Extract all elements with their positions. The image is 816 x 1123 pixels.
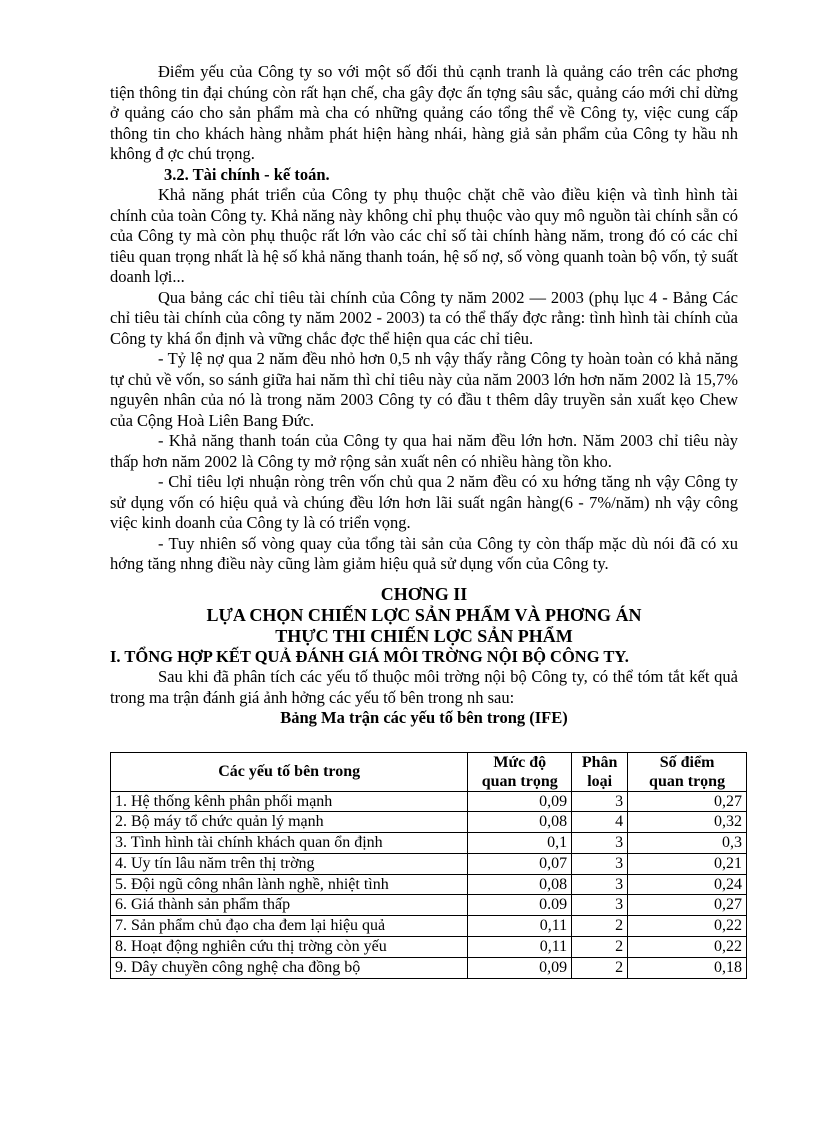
cell-class: 3	[572, 895, 628, 916]
cell-score: 0,18	[628, 957, 747, 978]
cell-importance: 0,1	[468, 833, 572, 854]
table-header-row	[111, 752, 747, 791]
cell-importance: 0,09	[468, 957, 572, 978]
cell-score: 0,24	[628, 874, 747, 895]
table-row	[111, 937, 747, 958]
header-class: Phân loại	[572, 752, 628, 791]
chapter-title-line-1: LỰA CHỌN CHIẾN LỢC SẢN PHẨM VÀ PHƠNG ÁN	[206, 604, 642, 625]
cell-factor: 8. Hoạt động nghiên cứu thị trờng còn yếu	[111, 937, 468, 958]
header-importance: Mức độ quan trọng	[468, 752, 572, 791]
cell-importance: 0,07	[468, 853, 572, 874]
bullet-asset-turnover: - Tuy nhiên số vòng quay của tổng tài sản của Công ty còn thấp mặc dù nói đã có xu hớng tăng nhng điều này cũng làm giảm hiệu quả sử dụng vốn của Công ty.	[110, 533, 738, 573]
header-factor: Các yếu tố bên trong	[111, 752, 468, 791]
table-row	[111, 791, 747, 812]
table-row	[111, 853, 747, 874]
document-page	[110, 62, 742, 979]
table-row	[111, 957, 747, 978]
cell-factor: 4. Uy tín lâu năm trên thị trờng	[111, 853, 468, 874]
ife-matrix-table	[110, 752, 747, 979]
table-row	[111, 895, 747, 916]
cell-score: 0,32	[628, 812, 747, 833]
cell-factor: 5. Đội ngũ công nhân lành nghề, nhiệt tình	[111, 874, 468, 895]
cell-importance: 0.09	[468, 895, 572, 916]
cell-score: 0,3	[628, 833, 747, 854]
cell-class: 4	[572, 812, 628, 833]
chapter-title-line-2: THỰC THI CHIẾN LỢC SẢN PHẨM	[275, 625, 573, 646]
bullet-liquidity: - Khả năng thanh toán của Công ty qua hai năm đều lớn hơn. Năm 2003 chỉ tiêu này thấp hơn năm 2002 là Công ty mở rộng sản xuất nên có nhiều hàng tồn kho.	[110, 431, 738, 471]
table-row	[111, 874, 747, 895]
cell-score: 0,22	[628, 916, 747, 937]
cell-class: 3	[572, 853, 628, 874]
cell-importance: 0,08	[468, 874, 572, 895]
bullet-net-profit: - Chỉ tiêu lợi nhuận ròng trên vốn chủ qua 2 năm đều có xu hớng tăng nh vậy Công ty sử dụng vốn có hiệu quả và chúng đều lớn hơn lãi suất ngân hàng(6 - 7%/năm) nh vậy công việc kinh doanh của Công ty là có triển vọng.	[110, 472, 738, 532]
paragraph-finance-1: Khả năng phát triển của Công ty phụ thuộc chặt chẽ vào điều kiện và tình hình tài chính của toàn Công ty. Khả năng này không chỉ phụ thuộc vào quy mô nguồn tài chính sẵn có của Công ty mà còn phụ thuộc rất lớn vào các chỉ số tài chính hàng năm, trong đó có các chỉ tiêu quan trọng nhất là hệ số khả năng thanh toán, hệ số nợ, số vòng quanh toàn bộ vốn, tỷ suất doanh lợi...	[110, 185, 738, 286]
subheading-finance: 3.2. Tài chính - kế toán.	[164, 164, 330, 184]
cell-class: 3	[572, 833, 628, 854]
cell-factor: 9. Dây chuyền công nghệ cha đồng bộ	[111, 957, 468, 978]
cell-factor: 7. Sản phẩm chủ đạo cha đem lại hiệu quả	[111, 916, 468, 937]
chapter-number: CHƠNG II	[380, 583, 468, 604]
cell-importance: 0,09	[468, 791, 572, 812]
section-title: I. TỔNG HỢP KẾT QUẢ ĐÁNH GIÁ MÔI TRỜNG NỘI BỘ CÔNG TY.	[110, 646, 629, 666]
cell-score: 0,27	[628, 895, 747, 916]
cell-score: 0,21	[628, 853, 747, 874]
paragraph-intro: Sau khi đã phân tích các yếu tố thuộc môi trờng nội bộ Công ty, có thể tóm tắt kết quả trong ma trận đánh giá ảnh hởng các yếu tố bên trong nh sau:	[110, 667, 738, 707]
table-row	[111, 833, 747, 854]
cell-class: 2	[572, 916, 628, 937]
cell-factor: 3. Tình hình tài chính khách quan ổn định	[111, 833, 468, 854]
table-title: Bảng Ma trận các yếu tố bên trong (IFE)	[280, 708, 568, 727]
cell-importance: 0,08	[468, 812, 572, 833]
cell-class: 3	[572, 791, 628, 812]
cell-factor: 1. Hệ thống kênh phân phối mạnh	[111, 791, 468, 812]
paragraph-finance-2: Qua bảng các chỉ tiêu tài chính của Công ty năm 2002 — 2003 (phụ lục 4 - Bảng Các chỉ tiêu tài chính của công ty năm 2002 - 2003) ta có thể thấy đợc rằng: tình hình tài chính của Công ty khá ổn định và vững chắc đợc thể hiện qua các chỉ tiêu.	[110, 287, 738, 348]
table-row	[111, 812, 747, 833]
bullet-debt-ratio: - Tỷ lệ nợ qua 2 năm đều nhỏ hơn 0,5 nh vậy thấy rằng Công ty hoàn toàn có khả năng tự chủ về vốn, so sánh giữa hai năm thì chỉ tiêu này của năm 2003 lớn hơn năm 2002 là 15,7% nguyên nhân của nó là trong năm 2003 Công ty có đầu t thêm dây truyền sản xuất kẹo Chew của Cộng Hoà Liên Bang Đức.	[110, 349, 738, 430]
cell-importance: 0,11	[468, 916, 572, 937]
cell-class: 2	[572, 937, 628, 958]
cell-class: 3	[572, 874, 628, 895]
header-score: Số điểm quan trọng	[628, 752, 747, 791]
cell-factor: 2. Bộ máy tổ chức quản lý mạnh	[111, 812, 468, 833]
paragraph-weakness: Điểm yếu của Công ty so với một số đối thủ cạnh tranh là quảng cáo trên các phơng tiện thông tin đại chúng còn rất hạn chế, cha gây đợc ấn tợng sâu sắc, quảng cáo mới chỉ dừng ở quảng cáo cho sản phẩm mà cha có những quảng cáo tổng thể về Công ty, việc cung cấp thông tin cho khách hàng nhằm phát hiện hàng nhái, hàng giả sản phẩm của Công ty hầu nh không đ ợc chú trọng.	[110, 62, 738, 163]
cell-factor: 6. Giá thành sản phẩm thấp	[111, 895, 468, 916]
cell-importance: 0,11	[468, 937, 572, 958]
cell-score: 0,27	[628, 791, 747, 812]
table-row	[111, 916, 747, 937]
cell-score: 0,22	[628, 937, 747, 958]
cell-class: 2	[572, 957, 628, 978]
